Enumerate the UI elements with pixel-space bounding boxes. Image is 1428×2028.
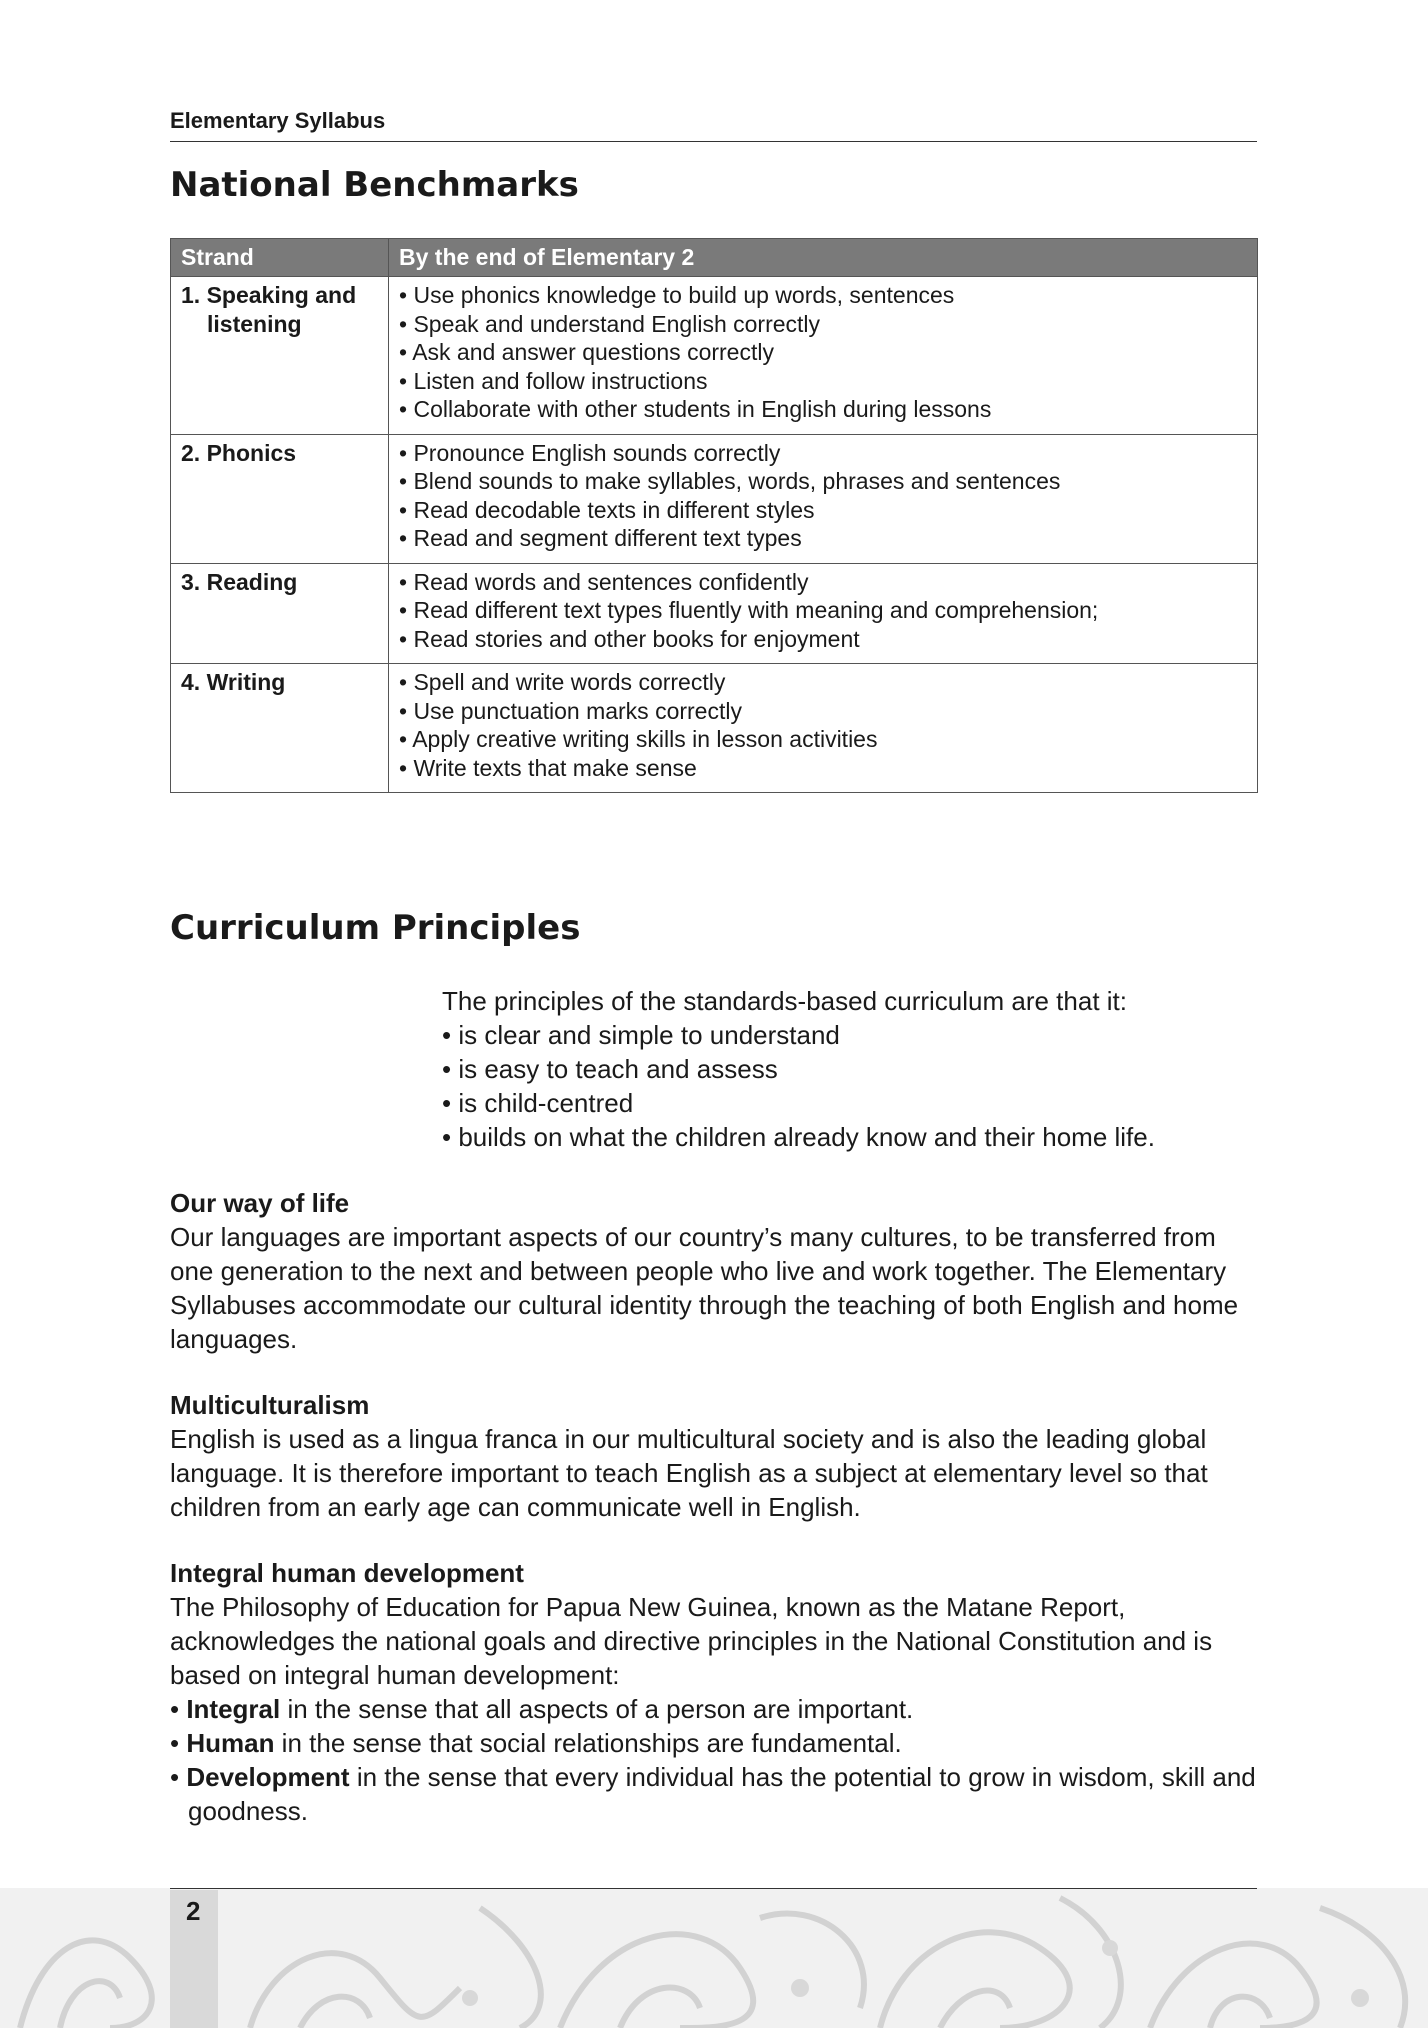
running-header: Elementary Syllabus [170,108,386,133]
strand-number: 3. [181,568,201,595]
list-item: • is child-centred [442,1086,1155,1120]
list-item: • Blend sounds to make syllables, words, phrases and sentences [399,467,1247,496]
section-text: Our languages are important aspects of our country’s many cultures, to be transferred from one generation to the next and between people who live and work together. The Elementary Syllabuses accommodate our cultural identity through the teaching of both English and home languages. [170,1222,1239,1354]
strand-cell [171,563,389,664]
list-item: • Write texts that make sense [399,754,1247,783]
list-item: • is clear and simple to understand [442,1018,1155,1052]
principles-title: Curriculum Principles [170,908,581,948]
list-item: • Pronounce English sounds correctly [399,439,1247,468]
table-row [171,277,1258,435]
integral-list [170,1692,1260,1828]
section-heading: Our way of life [170,1188,350,1218]
list-item: • Apply creative writing skills in lesson activities [399,725,1247,754]
list-item: • Read stories and other books for enjoyment [399,625,1247,654]
strand-label [181,668,378,697]
table-row [171,664,1258,793]
list-item: • Use phonics knowledge to build up words, sentences [399,281,1247,310]
list-item [170,1726,1260,1760]
section-way-of-life [170,1186,1260,1356]
strand-number: 4. [181,669,201,695]
section-text: The Philosophy of Education for Papua New Guinea, known as the Matane Report, acknowledges the national goals and directive principles in the National Constitution and is based on integral human development: [170,1592,1213,1690]
list-item: • Ask and answer questions correctly [399,338,1247,367]
column-header-benchmark: By the end of Elementary 2 [389,239,1258,277]
column-header-strand: Strand [171,239,389,277]
benchmarks-table-body [171,277,1258,793]
strand-cell [171,664,389,793]
benchmark-list [399,439,1247,553]
list-item: • Read and segment different text types [399,524,1247,553]
term-bold: Human [186,1728,275,1758]
section-text: English is used as a lingua franca in our multicultural society and is also the leading global language. It is therefore important to teach English as a subject at elementary level so that children from an early age can communicate well in English. [170,1424,1208,1522]
strand-name: Writing [206,669,286,695]
principles-intro [442,984,1155,1154]
strand-name: Speaking and listening [206,282,357,337]
section-heading: Multiculturalism [170,1390,370,1420]
term-description: in the sense that all aspects of a person are important. [280,1694,914,1724]
benchmark-cell [389,434,1258,563]
page-number: 2 [186,1896,201,1926]
strand-number: 2. [181,439,201,466]
list-item: • Use punctuation marks correctly [399,697,1247,726]
table-row [171,563,1258,664]
list-item: • Listen and follow instructions [399,367,1247,396]
list-item: • Read different text types fluently with meaning and comprehension; [399,596,1247,625]
list-item: • Collaborate with other students in English during lessons [399,395,1247,424]
term-description: in the sense that every individual has the potential to grow in wisdom, skill and goodness. [188,1762,1256,1826]
term-bold: Development [186,1762,350,1792]
header-rule [170,141,1257,142]
benchmark-list [399,668,1247,782]
benchmark-cell [389,563,1258,664]
strand-name: Phonics [206,439,297,466]
strand-label [181,439,378,468]
footer-rule [170,1888,1257,1889]
benchmark-list [399,568,1247,654]
table-row [171,434,1258,563]
strand-label [181,281,378,338]
section-multiculturalism [170,1388,1260,1524]
strand-cell [171,434,389,563]
principles-intro-list [442,1018,1155,1154]
benchmark-cell [389,664,1258,793]
principles-intro-text: The principles of the standards-based curriculum are that it: [442,986,1128,1016]
section-heading: Integral human development [170,1558,524,1588]
list-item: • Speak and understand English correctly [399,310,1247,339]
benchmarks-table [170,238,1258,793]
list-item: • Read decodable texts in different styles [399,496,1247,525]
list-item [170,1760,1260,1828]
strand-cell [171,277,389,435]
list-item: • is easy to teach and assess [442,1052,1155,1086]
strand-label [181,568,378,597]
term-bold: Integral [186,1694,281,1724]
strand-name: Reading [206,568,298,595]
strand-number: 1. [181,282,201,308]
section-integral-human-development [170,1556,1260,1828]
list-item: • builds on what the children already know and their home life. [442,1120,1155,1154]
benchmarks-title: National Benchmarks [170,165,579,205]
list-item: • Spell and write words correctly [399,668,1247,697]
term-description: in the sense that social relationships are fundamental. [274,1728,902,1758]
list-item: • Read words and sentences confidently [399,568,1247,597]
benchmark-cell [389,277,1258,435]
list-item [170,1692,1260,1726]
table-header-row [171,239,1258,277]
benchmark-list [399,281,1247,424]
